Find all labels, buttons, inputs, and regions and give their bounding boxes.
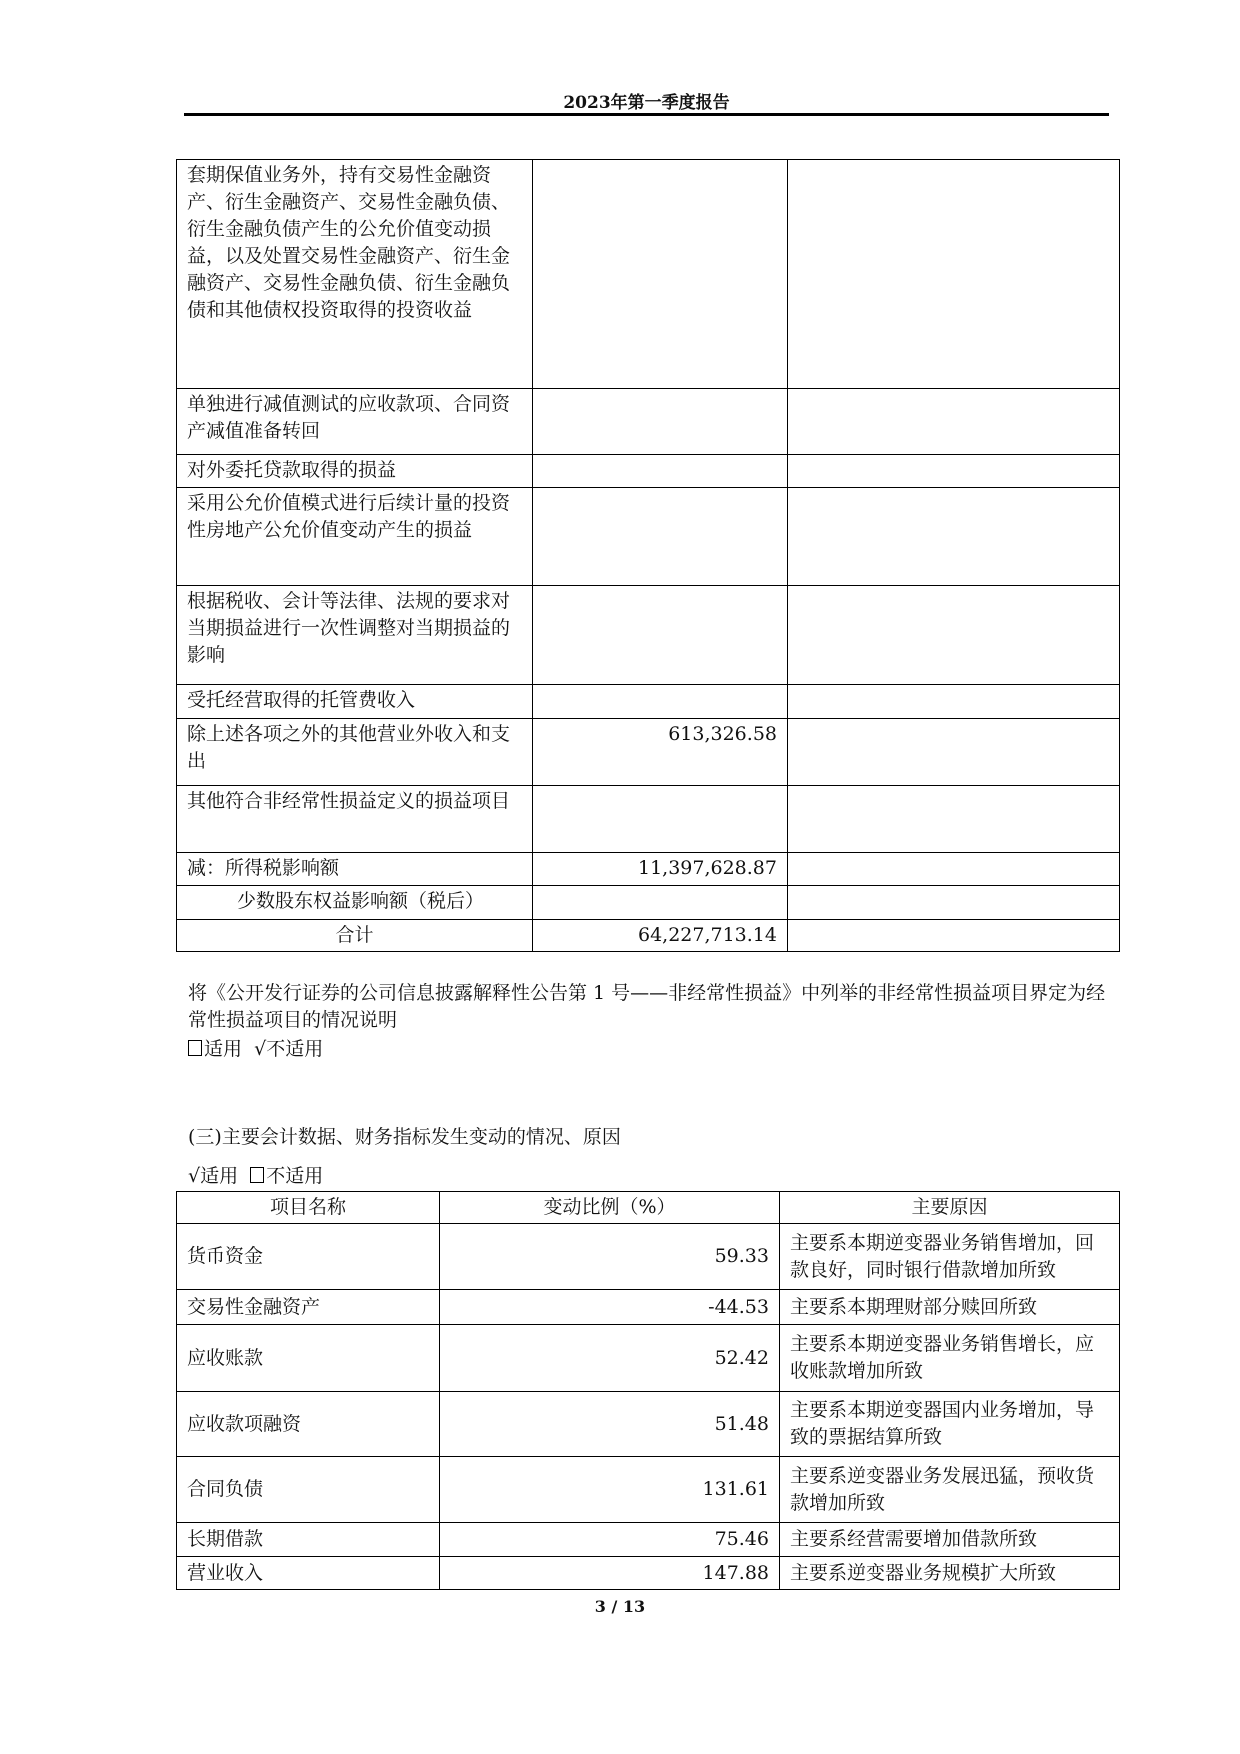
table-row — [177, 1523, 1120, 1557]
reason-cell: 主要系本期逆变器业务销售增加，回款良好，同时银行借款增加所致 — [780, 1224, 1120, 1290]
reason-cell: 主要系经营需要增加借款所致 — [780, 1523, 1120, 1557]
item-cell: 套期保值业务外，持有交易性金融资产、衍生金融资产、交易性金融负债、衍生金融负债产生的公允价值变动损益，以及处置交易性金融资产、衍生金融资产、交易性金融负债、衍生金融负债和其他债权投资取得的投资收益 — [177, 160, 533, 389]
note-cell — [788, 853, 1120, 886]
page-header-title: 2023年第一季度报告 — [563, 93, 730, 113]
change-reasons-table — [176, 1191, 1120, 1590]
change-ratio-cell: 59.33 — [440, 1224, 780, 1290]
amount-cell — [533, 488, 788, 586]
table-row — [177, 685, 1120, 719]
item-cell: 对外委托贷款取得的损益 — [177, 455, 533, 488]
item-name-cell: 交易性金融资产 — [177, 1290, 440, 1325]
note-cell — [788, 685, 1120, 719]
change-ratio-cell: 147.88 — [440, 1557, 780, 1590]
reclassification-applicability — [188, 1036, 1108, 1063]
table-header-row — [177, 1192, 1120, 1224]
header-item-name: 项目名称 — [177, 1192, 440, 1224]
note-cell — [788, 488, 1120, 586]
item-cell: 减：所得税影响额 — [177, 853, 533, 886]
item-name-cell: 应收款项融资 — [177, 1392, 440, 1457]
table-row — [177, 1457, 1120, 1523]
reason-cell: 主要系逆变器业务发展迅猛，预收货款增加所致 — [780, 1457, 1120, 1523]
note-cell — [788, 886, 1120, 920]
note-cell — [788, 389, 1120, 455]
note-cell — [788, 786, 1120, 853]
amount-cell — [533, 455, 788, 488]
table-row — [177, 1325, 1120, 1392]
item-cell: 单独进行减值测试的应收款项、合同资产减值准备转回 — [177, 389, 533, 455]
note-cell — [788, 455, 1120, 488]
table-row — [177, 1557, 1120, 1590]
check-mark-icon: √ — [188, 1165, 201, 1187]
header-change-ratio: 变动比例（%） — [440, 1192, 780, 1224]
table-row — [177, 586, 1120, 685]
table-row — [177, 455, 1120, 488]
reason-cell: 主要系本期逆变器业务销售增长，应收账款增加所致 — [780, 1325, 1120, 1392]
item-name-cell: 货币资金 — [177, 1224, 440, 1290]
header-main-reason: 主要原因 — [780, 1192, 1120, 1224]
checkbox-applicable — [188, 1040, 202, 1056]
not-applicable-label: 不适用 — [266, 1038, 324, 1060]
table-row — [177, 1290, 1120, 1325]
note-cell — [788, 586, 1120, 685]
item-cell: 合计 — [177, 920, 533, 952]
item-cell: 少数股东权益影响额（税后） — [177, 886, 533, 920]
not-applicable-label: 不适用 — [266, 1165, 324, 1187]
amount-cell: 64,227,713.14 — [533, 920, 788, 952]
change-ratio-cell: 75.46 — [440, 1523, 780, 1557]
table-row — [177, 160, 1120, 389]
applicable-label: 适用 — [200, 1165, 239, 1187]
section-applicability — [188, 1163, 1108, 1190]
note-cell — [788, 719, 1120, 786]
amount-cell — [533, 160, 788, 389]
change-ratio-cell: 51.48 — [440, 1392, 780, 1457]
reason-cell: 主要系本期理财部分赎回所致 — [780, 1290, 1120, 1325]
table-row — [177, 488, 1120, 586]
table-row — [177, 786, 1120, 853]
change-ratio-cell: -44.53 — [440, 1290, 780, 1325]
amount-cell: 613,326.58 — [533, 719, 788, 786]
header-divider — [184, 113, 1109, 116]
item-cell: 除上述各项之外的其他营业外收入和支出 — [177, 719, 533, 786]
item-cell: 采用公允价值模式进行后续计量的投资性房地产公允价值变动产生的损益 — [177, 488, 533, 586]
reason-cell: 主要系逆变器业务规模扩大所致 — [780, 1557, 1120, 1590]
reclassification-note: 将《公开发行证券的公司信息披露解释性公告第 1 号——非经常性损益》中列举的非经常性损益项目界定为经常性损益项目的情况说明 — [188, 982, 1106, 1031]
item-cell: 受托经营取得的托管费收入 — [177, 685, 533, 719]
checkbox-not-applicable — [250, 1167, 264, 1183]
amount-cell — [533, 886, 788, 920]
item-name-cell: 应收账款 — [177, 1325, 440, 1392]
table-row — [177, 1224, 1120, 1290]
table-row — [177, 920, 1120, 952]
table-row — [177, 886, 1120, 920]
amount-cell — [533, 786, 788, 853]
non-recurring-gains-table — [176, 159, 1120, 952]
item-cell: 其他符合非经常性损益定义的损益项目 — [177, 786, 533, 853]
check-mark-icon: √ — [254, 1038, 267, 1060]
reason-cell: 主要系本期逆变器国内业务增加，导致的票据结算所致 — [780, 1392, 1120, 1457]
change-ratio-cell: 131.61 — [440, 1457, 780, 1523]
table-row — [177, 389, 1120, 455]
item-name-cell: 合同负债 — [177, 1457, 440, 1523]
amount-cell — [533, 586, 788, 685]
item-name-cell: 营业收入 — [177, 1557, 440, 1590]
change-ratio-cell: 52.42 — [440, 1325, 780, 1392]
amount-cell: 11,397,628.87 — [533, 853, 788, 886]
item-name-cell: 长期借款 — [177, 1523, 440, 1557]
page-number: 3 / 13 — [594, 1597, 646, 1616]
table-row — [177, 719, 1120, 786]
amount-cell — [533, 389, 788, 455]
applicable-label: 适用 — [204, 1038, 243, 1060]
table-row — [177, 1392, 1120, 1457]
note-cell — [788, 160, 1120, 389]
item-cell: 根据税收、会计等法律、法规的要求对当期损益进行一次性调整对当期损益的影响 — [177, 586, 533, 685]
section-title: (三)主要会计数据、财务指标发生变动的情况、原因 — [188, 1126, 621, 1148]
note-cell — [788, 920, 1120, 952]
table-row — [177, 853, 1120, 886]
amount-cell — [533, 685, 788, 719]
